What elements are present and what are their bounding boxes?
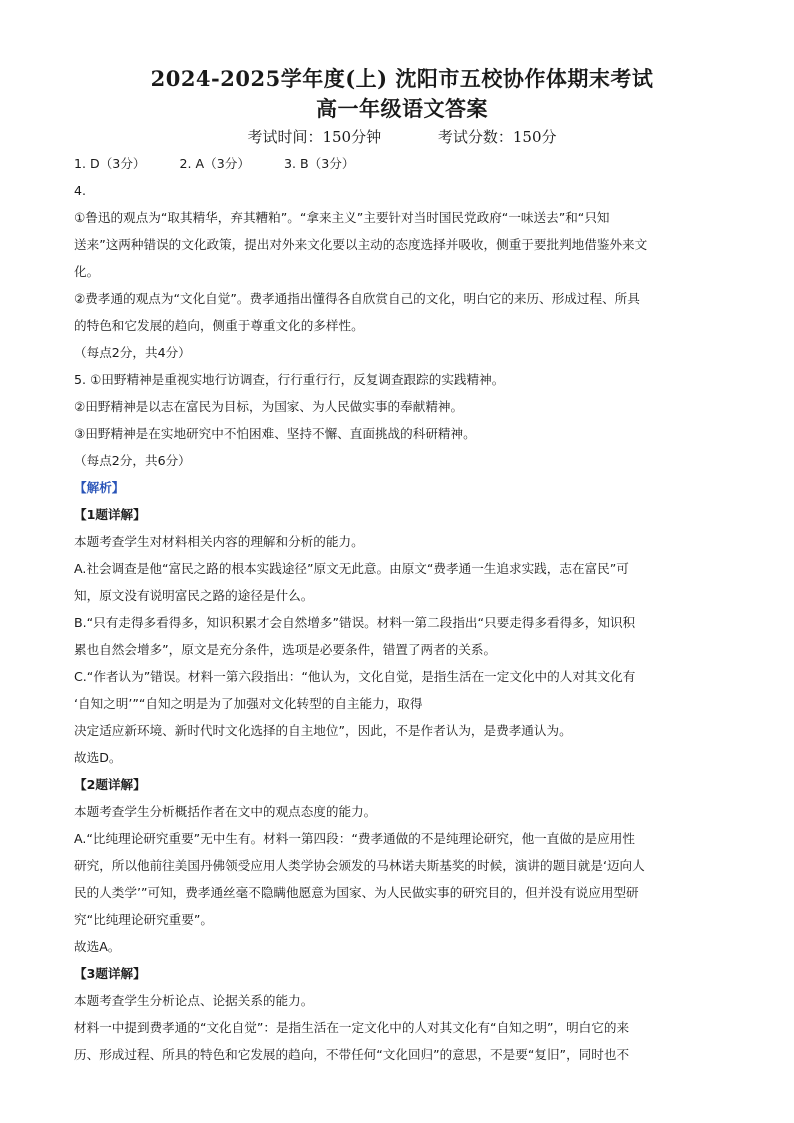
text-line: 研究，所以他前往美国丹佛领受应用人类学协会颁发的马林诺夫斯基奖的时候，演讲的题目就是‘迈向人	[74, 858, 645, 873]
document-body	[74, 150, 730, 1068]
text-line: （每点2分，共4分）	[74, 345, 191, 360]
text-line: 本题考查学生分析论点、论据关系的能力。	[74, 993, 314, 1008]
text-line: ①鲁迅的观点为“取其精华，弃其糟粕”。“拿来主义”主要针对当时国民党政府“一味送去”和“只知	[74, 210, 610, 225]
text-line: ②费孝通的观点为“文化自觉”。费孝通指出懂得各自欣赏自己的文化，明白它的来历、形成过程、所具	[74, 291, 640, 306]
document-title-line2: 高一年级语文答案	[316, 96, 488, 121]
answer-q1: 1. D（3分）	[74, 156, 146, 171]
text-line: C.“作者认为”错误。材料一第六段指出：“他认为，文化自觉，是指生活在一定文化中的人对其文化有	[74, 669, 636, 684]
section-heading: 【3题详解】	[74, 966, 146, 981]
text-line: ‘自知之明’”“自知之明是为了加强对文化转型的自主能力，取得	[74, 696, 423, 711]
text-line: ②田野精神是以志在富民为目标，为国家、为人民做实事的奉献精神。	[74, 399, 464, 414]
text-line: B.“只有走得多看得多，知识积累才会自然增多”错误。材料一第二段指出“只要走得多看得多，知识积	[74, 615, 636, 630]
text-line: （每点2分，共6分）	[74, 453, 191, 468]
text-line: 的特色和它发展的趋向，侧重于尊重文化的多样性。	[74, 318, 364, 333]
text-line: 4.	[74, 183, 87, 198]
text-line: 本题考查学生对材料相关内容的理解和分析的能力。	[74, 534, 364, 549]
answer-q3: 3. B（3分）	[283, 156, 355, 171]
exam-score: 考试分数：150分	[437, 128, 557, 146]
text-line: 故选A。	[74, 939, 121, 954]
text-line: 故选D。	[74, 750, 122, 765]
text-line: A.“比纯理论研究重要”无中生有。材料一第四段：“费孝通做的不是纯理论研究，他一直做的是应用性	[74, 831, 635, 846]
text-line: 究“比纯理论研究重要”。	[74, 912, 213, 927]
text-line: 材料一中提到费孝通的“文化自觉”：是指生活在一定文化中的人对其文化有“自知之明”，明白它的来	[74, 1020, 630, 1035]
section-heading: 【1题详解】	[74, 507, 146, 522]
document-title-line1: 2024-2025学年度(上) 沈阳市五校协作体期末考试	[150, 66, 654, 91]
multiple-choice-answers	[74, 150, 730, 177]
document-page	[74, 64, 730, 1068]
exam-meta	[74, 126, 730, 148]
text-line: 5. ①田野精神是重视实地行访调查，行行重行行，反复调查跟踪的实践精神。	[74, 372, 505, 387]
text-line: 本题考查学生分析概括作者在文中的观点态度的能力。	[74, 804, 377, 819]
text-line: A.社会调查是他“富民之路的根本实践途径”原文无此意。由原文“费孝通一生追求实践，志在富民”可	[74, 561, 629, 576]
section-heading: 【2题详解】	[74, 777, 146, 792]
analysis-heading: 【解析】	[74, 480, 125, 495]
text-line: 化。	[74, 264, 100, 279]
text-line: 民的人类学’”可知，费孝通丝毫不隐瞒他愿意为国家、为人民做实事的研究目的，但并没有说应用型研	[74, 885, 639, 900]
text-line: 知，原文没有说明富民之路的途径是什么。	[74, 588, 314, 603]
text-line: 送来”这两种错误的文化政策，提出对外来文化要以主动的态度选择并吸收，侧重于要批判地借鉴外来文	[74, 237, 648, 252]
text-line: 历、形成过程、所具的特色和它发展的趋向，不带任何“文化回归”的意思，不是要“复旧”，同时也不	[74, 1047, 630, 1062]
exam-time: 考试时间：150分钟	[247, 128, 382, 146]
answer-q2: 2. A（3分）	[179, 156, 250, 171]
text-line: 决定适应新环境、新时代时文化选择的自主地位”，因此，不是作者认为，是费孝通认为。	[74, 723, 572, 738]
text-line: 累也自然会增多”，原文是充分条件，选项是必要条件，错置了两者的关系。	[74, 642, 497, 657]
text-line: ③田野精神是在实地研究中不怕困难、坚持不懈、直面挑战的科研精神。	[74, 426, 476, 441]
